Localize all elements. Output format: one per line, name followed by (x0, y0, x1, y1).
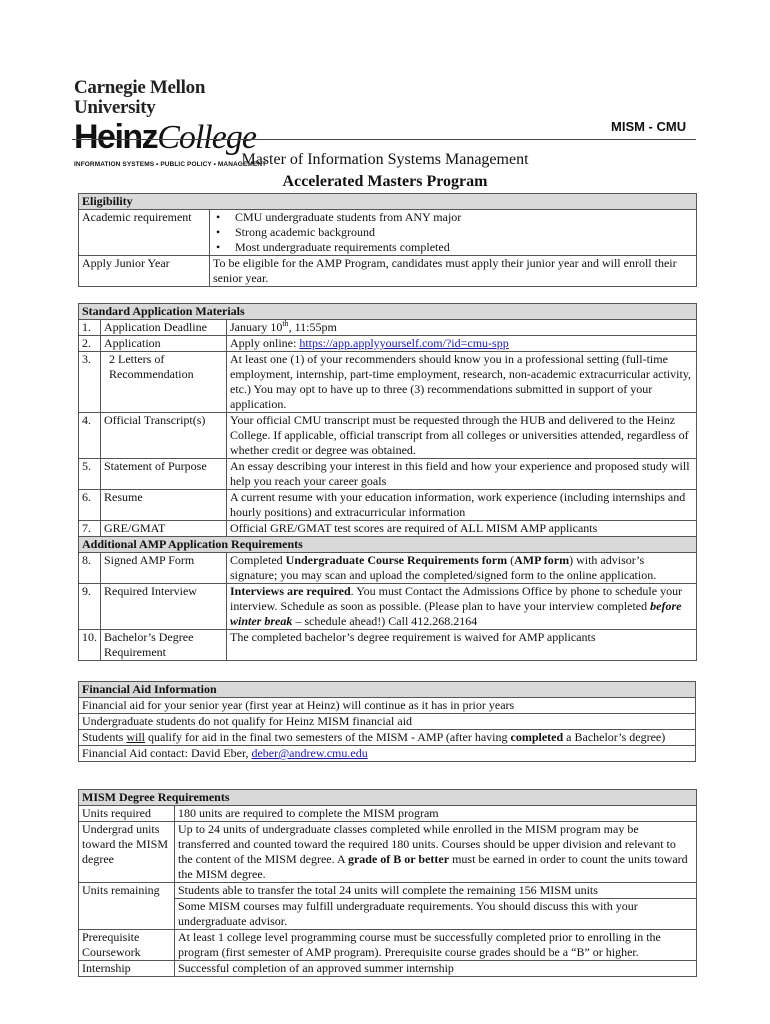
additional-heading: Additional AMP Application Requirements (79, 537, 697, 553)
list-item: • CMU undergraduate students from ANY major (213, 210, 693, 225)
page-title: Master of Information Systems Management (241, 151, 529, 168)
academic-label: Academic requirement (79, 210, 210, 256)
financial-table (78, 681, 696, 762)
junior-text: To be eligible for the AMP Program, candidates must apply their junior year and will enroll their senior year. (210, 256, 697, 287)
table-row: 7. GRE/GMAT Official GRE/GMAT test scores are required of ALL MISM AMP applicants (79, 521, 697, 537)
financial-row: Financial aid for your senior year (first year at Heinz) will continue as it has in prior years (79, 698, 696, 714)
table-row: Prerequisite Coursework At least 1 college level programming course must be successfully completed prior to enrolling in the program (first semester of AMP program). Prerequisite course grades should be a “B” or higher. (79, 930, 697, 961)
doc-code: MISM - CMU (611, 119, 687, 134)
financial-contact-email-link[interactable]: deber@andrew.cmu.edu (251, 746, 368, 760)
table-row: 6. Resume A current resume with your education information, work experience (including internships and hourly positions) and extracurricular information (79, 490, 697, 521)
table-row: 3. 2 Letters of Recommendation At least one (1) of your recommenders should know you in a professional setting (full-time employment, internship, part-time employment, research, non-academic extracurricular activity, etc.) You may opt to have up to three (3) recommendations submitted in support of your application. (79, 352, 697, 413)
junior-label: Apply Junior Year (79, 256, 210, 287)
table-row: 4. Official Transcript(s) Your official CMU transcript must be requested through the HUB and delivered to the Heinz College. If applicable, official transcript from all colleges or universities attended, regardless of whether credit or degree was obtained. (79, 413, 697, 459)
materials-heading: Standard Application Materials (79, 304, 697, 320)
financial-row: Students will qualify for aid in the final two semesters of the MISM - AMP (after having completed a Bachelor’s degree) (79, 730, 696, 746)
table-row: Some MISM courses may fulfill undergraduate requirements. You should discuss this with your undergraduate advisor. (79, 899, 697, 930)
list-item: • Strong academic background (213, 225, 693, 240)
table-row: Undergrad units toward the MISM degree Up to 24 units of undergraduate classes completed while enrolled in the MISM program may be transferred and counted toward the required 180 units. Courses should be upper division and relevant to the content of the MISM degree. A grade of B or better must be earned in order to count the units toward the MISM degree. (79, 822, 697, 883)
academic-items (210, 210, 697, 256)
degree-table (78, 789, 697, 977)
eligibility-heading: Eligibility (79, 194, 697, 210)
college-tagline: INFORMATION SYSTEMS • PUBLIC POLICY • MANAGEMENT (74, 161, 267, 168)
degree-heading: MISM Degree Requirements (79, 790, 697, 806)
application-link[interactable]: https://app.applyyourself.com/?id=cmu-spp (299, 336, 509, 350)
list-item: • Most undergraduate requirements completed (213, 240, 693, 255)
table-row: 5. Statement of Purpose An essay describing your interest in this field and how your experience and proposed study will help you reach your career goals (79, 459, 697, 490)
materials-table (78, 303, 697, 661)
eligibility-table (78, 193, 697, 287)
table-row: Units required 180 units are required to complete the MISM program (79, 806, 697, 822)
table-row: Units remaining Students able to transfer the total 24 units will complete the remaining 156 MISM units (79, 883, 697, 899)
financial-row: Undergraduate students do not qualify for Heinz MISM financial aid (79, 714, 696, 730)
table-row: 8. Signed AMP Form Completed Undergraduate Course Requirements form (AMP form) with advisor’s signature; you may scan and upload the completed/signed form to the online application. (79, 553, 697, 584)
university-name: Carnegie Mellon University (74, 77, 206, 118)
table-row: 2. Application Apply online: https://app.applyyourself.com/?id=cmu-spp (79, 336, 697, 352)
financial-row: Financial Aid contact: David Eber, deber@andrew.cmu.edu (79, 746, 696, 762)
page-subtitle: Accelerated Masters Program (282, 173, 488, 190)
header-rule (72, 139, 696, 140)
college-wordmark: HeinzCollege (74, 118, 256, 156)
table-row: 10. Bachelor’s Degree Requirement The completed bachelor’s degree requirement is waived for AMP applicants (79, 630, 697, 661)
table-row: Internship Successful completion of an approved summer internship (79, 961, 697, 977)
financial-heading: Financial Aid Information (79, 682, 696, 698)
table-row: 9. Required Interview Interviews are required. You must Contact the Admissions Office by phone to schedule your interview. Schedule as soon as possible. (Please plan to have your interview completed before winter break – schedule ahead!) Call 412.268.2164 (79, 584, 697, 630)
table-row: 1. Application Deadline January 10th, 11:55pm (79, 320, 697, 336)
